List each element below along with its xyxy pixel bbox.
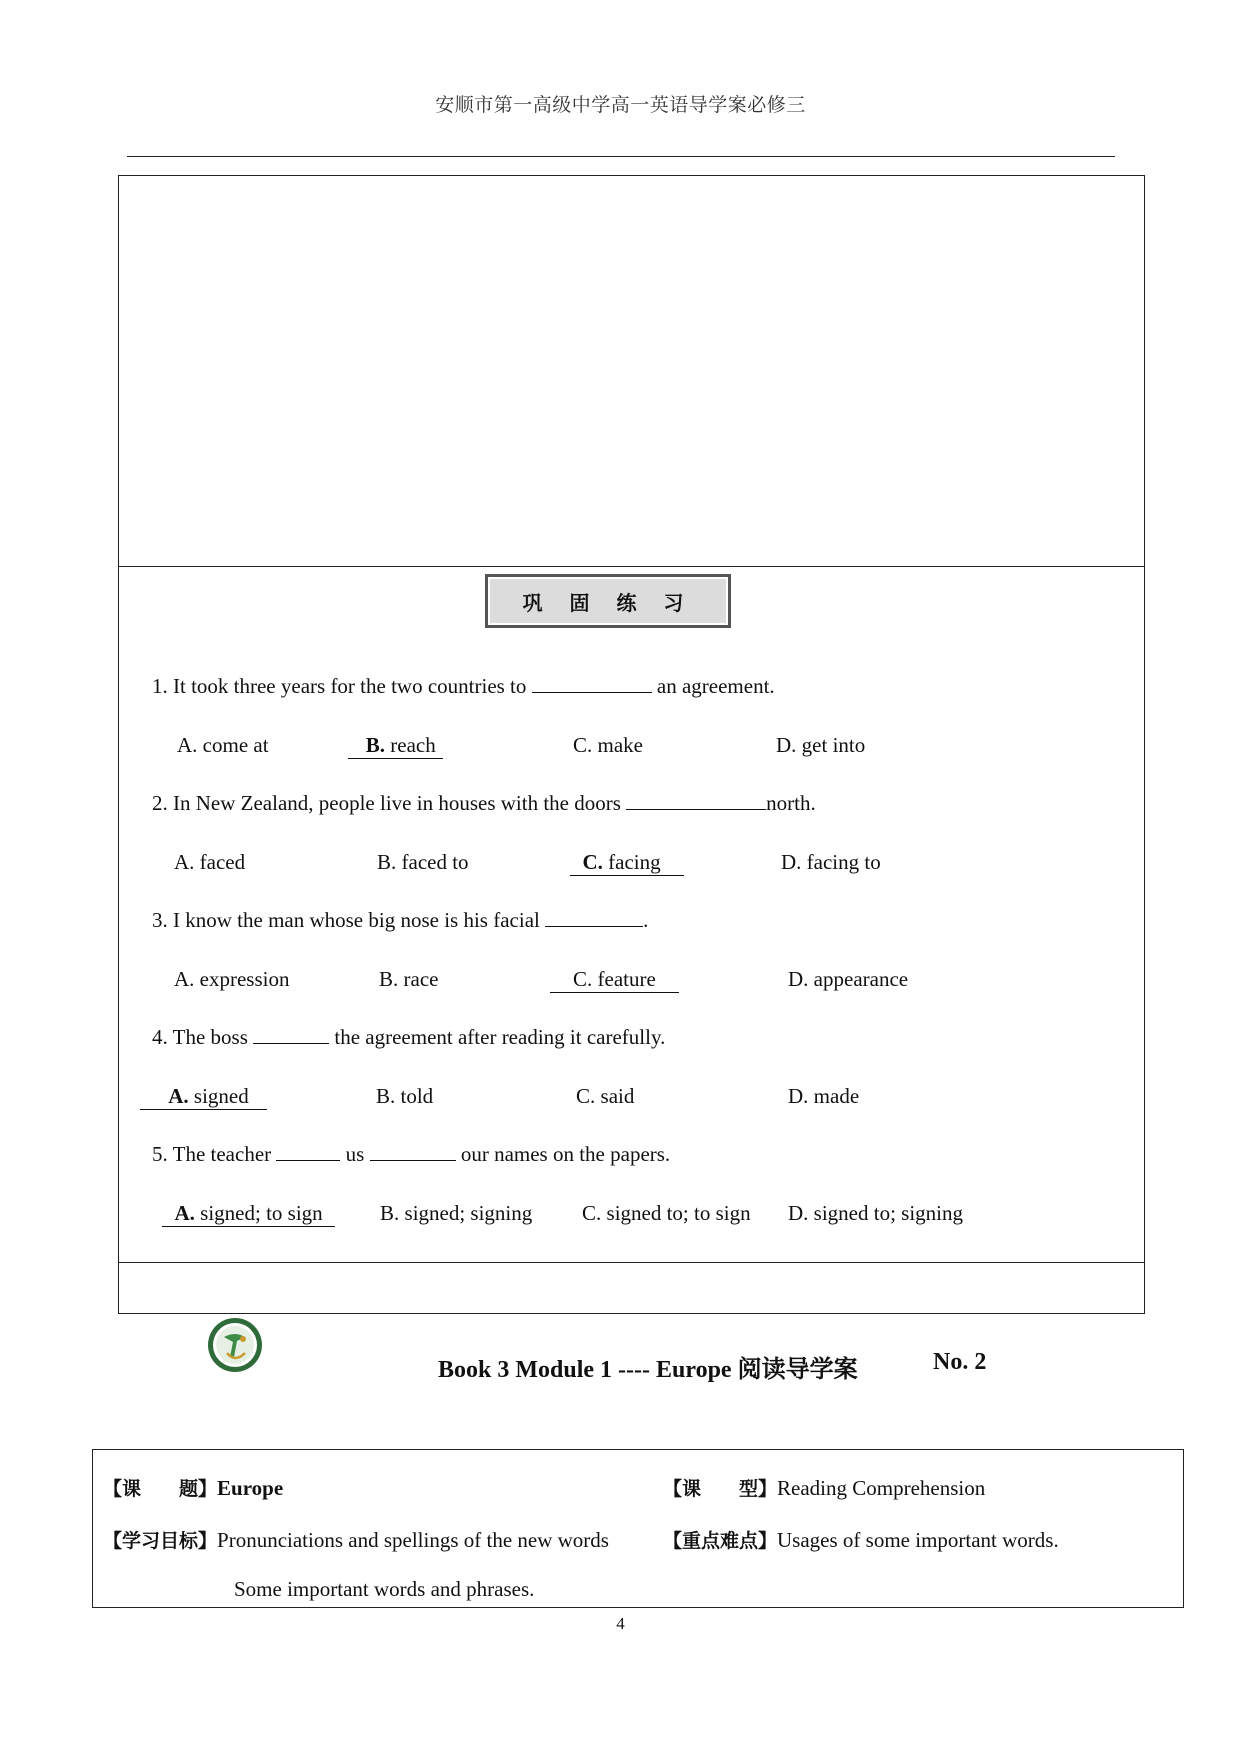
option-1c: C. make (573, 733, 643, 757)
option-4a-correct: A. signed (140, 1084, 267, 1109)
answer-blank (276, 1142, 340, 1161)
answer-blank (532, 674, 652, 693)
option-4c: C. said (576, 1084, 635, 1108)
page-header: 安顺市第一高级中学高一英语导学案必修三 (435, 95, 806, 116)
option-3a: A. expression (174, 967, 290, 991)
section-title: Book 3 Module 1 ---- Europe 阅读导学案 (438, 1357, 858, 1383)
type-row: 【课 型】Reading Comprehension (663, 1476, 986, 1500)
answer-blank (545, 908, 643, 927)
question-5: 5. The teacher us our names on the papers. (152, 1142, 671, 1166)
option-5b: B. signed; signing (380, 1201, 533, 1225)
option-2d: D. facing to (781, 850, 881, 874)
answer-blank (370, 1142, 456, 1161)
option-5d: D. signed to; signing (788, 1201, 964, 1225)
option-1b-correct: B. reach (348, 733, 443, 758)
option-2c-correct: C. facing (570, 850, 684, 875)
question-2: 2. In New Zealand, people live in houses with the doors north. (152, 791, 816, 815)
goal-row-2: Some important words and phrases. (234, 1577, 535, 1601)
option-2b: B. faced to (377, 850, 469, 874)
option-1d: D. get into (776, 733, 866, 757)
option-4b: B. told (376, 1084, 434, 1108)
option-3d: D. appearance (788, 967, 909, 991)
frame-divider-top (118, 566, 1145, 567)
option-5c: C. signed to; to sign (582, 1201, 751, 1225)
option-2a: A. faced (174, 850, 246, 874)
answer-blank (626, 791, 766, 810)
section-number: No. 2 (933, 1349, 987, 1375)
question-4: 4. The boss the agreement after reading it carefully. (152, 1025, 666, 1049)
header-rule (127, 156, 1115, 157)
question-3: 3. I know the man whose big nose is his facial . (152, 908, 649, 932)
practice-title: 巩 固 练 习 (488, 577, 728, 625)
page-number: 4 (616, 1614, 625, 1633)
topic-row: 【课 题】Europe (103, 1476, 284, 1500)
goal-row: 【学习目标】Pronunciations and spellings of the new words (103, 1528, 609, 1552)
option-3b: B. race (379, 967, 439, 991)
option-1a: A. come at (177, 733, 269, 757)
key-row: 【重点难点】Usages of some important words. (663, 1528, 1059, 1552)
frame-divider-bottom (118, 1262, 1145, 1263)
option-4d: D. made (788, 1084, 860, 1108)
option-5a-correct: A. signed; to sign (162, 1201, 335, 1226)
question-1: 1. It took three years for the two countries to an agreement. (152, 674, 775, 698)
answer-blank (253, 1025, 329, 1044)
practice-title-box (485, 574, 731, 628)
school-logo-icon (207, 1317, 263, 1373)
option-3c-correct: C. feature (550, 967, 679, 992)
